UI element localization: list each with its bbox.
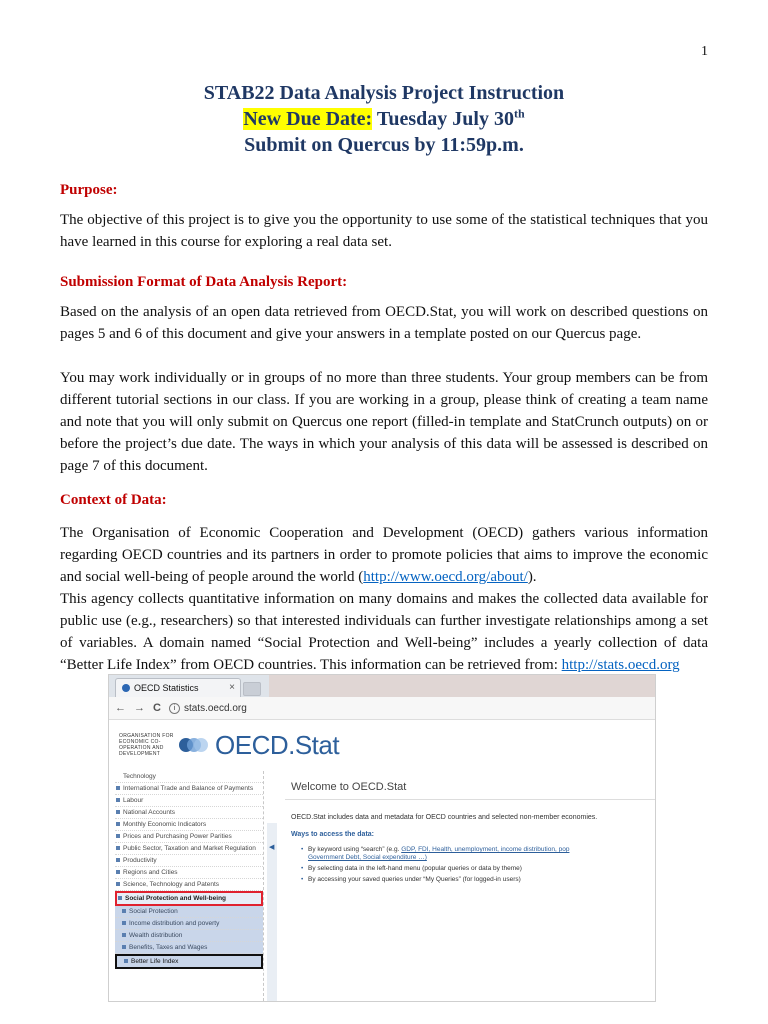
submission-text-1: Based on the analysis of an open data retrieved from OECD.Stat, you will work on described questions on pages 5 and 6 of this document and give your answers in a template posted on our Quercus page. bbox=[60, 304, 708, 342]
browser-tab-title: OECD Statistics bbox=[134, 683, 199, 693]
sidebar-item[interactable]: Prices and Purchasing Power Parities bbox=[115, 831, 263, 843]
list-item: • By selecting data in the left-hand menu (popular queries or data by theme) bbox=[301, 865, 655, 873]
title-line-3: Submit on Quercus by 11:59p.m. bbox=[244, 134, 524, 156]
welcome-heading: Welcome to OECD.Stat bbox=[285, 771, 655, 800]
submission-text-2: You may work individually or in groups of no more than three students. Your group members can be from different tutorial sections in our class. If you are working in a group, please think of creating a team name and note that you will only submit on Quercus one report (filled-in template and StatCrunch outputs) on or before the project’s due date. The ways in which your analysis of this data will be assessed is described on page 7 of this document. bbox=[60, 370, 708, 474]
oecd-stats-link[interactable]: http://stats.oecd.org bbox=[561, 657, 680, 673]
collapse-arrow-icon: ◀ bbox=[269, 844, 275, 851]
close-tab-icon[interactable]: × bbox=[229, 682, 235, 693]
submission-paragraph-1 bbox=[60, 301, 708, 345]
sidebar-item[interactable]: Regions and Cities bbox=[115, 867, 263, 879]
sidebar-item-social-protection[interactable]: Social Protection and Well-being bbox=[115, 891, 263, 906]
url-text: stats.oecd.org bbox=[183, 702, 247, 714]
list-item bbox=[301, 846, 655, 862]
sidebar-subitem[interactable]: Wealth distribution bbox=[115, 930, 263, 942]
url-field[interactable] bbox=[169, 703, 247, 714]
brand-main: OECD. bbox=[215, 729, 295, 760]
sidebar-subitem[interactable]: Social Protection bbox=[115, 906, 263, 918]
context-text-1a: The Organisation of Economic Cooperation and Development (OECD) gathers various information regarding OECD countries and its partners in order to promote policies that aims to improve the economic and social well-being of people around the world ( bbox=[60, 525, 708, 585]
ways-heading: Ways to access the data: bbox=[291, 831, 374, 838]
sidebar-item[interactable]: Monthly Economic Indicators bbox=[115, 819, 263, 831]
page-number: 1 bbox=[701, 44, 708, 59]
sidebar-item[interactable]: Labour bbox=[115, 795, 263, 807]
sidebar-item[interactable]: Public Sector, Taxation and Market Regulation bbox=[115, 843, 263, 855]
oecd-about-link[interactable]: http://www.oecd.org/about/ bbox=[363, 569, 528, 585]
browser-tab[interactable] bbox=[115, 678, 241, 697]
context-heading: Context of Data: bbox=[60, 492, 167, 508]
purpose-paragraph bbox=[60, 209, 708, 253]
due-date-label: New Due Date: bbox=[243, 108, 373, 130]
address-bar bbox=[109, 697, 655, 720]
oecd-stat-logo[interactable] bbox=[215, 730, 339, 761]
info-icon: i bbox=[169, 703, 180, 714]
title-line-1: STAB22 Data Analysis Project Instruction bbox=[203, 82, 565, 104]
title-line-2 bbox=[0, 106, 768, 132]
main-panel bbox=[285, 771, 655, 1001]
forward-arrow-icon[interactable]: → bbox=[134, 702, 145, 714]
purpose-heading: Purpose: bbox=[60, 182, 118, 198]
context-text-1 bbox=[60, 522, 708, 588]
back-arrow-icon[interactable]: ← bbox=[115, 702, 126, 714]
new-tab-button[interactable] bbox=[243, 682, 261, 696]
list-item: • By accessing your saved queries under “My Queries” (for logged-in users) bbox=[301, 876, 655, 884]
sidebar-item[interactable]: Science, Technology and Patents bbox=[115, 879, 263, 891]
theme-sidebar bbox=[115, 771, 264, 1001]
submission-heading: Submission Format of Data Analysis Report: bbox=[60, 274, 348, 290]
tabbar-accent bbox=[269, 675, 655, 697]
keyword-links[interactable]: GDP, FDI, Health, unemployment, income distribution, pop bbox=[401, 846, 570, 853]
oecd-logo-icon bbox=[179, 733, 209, 757]
context-text-1b: ). bbox=[527, 569, 537, 585]
context-paragraph bbox=[60, 522, 708, 676]
sidebar-subitem[interactable]: Benefits, Taxes and Wages bbox=[115, 942, 263, 954]
bullet1-text-a: By keyword using “search” (e.g. bbox=[308, 846, 402, 853]
sidebar-item[interactable]: Technology bbox=[115, 771, 263, 783]
reload-icon[interactable]: C bbox=[153, 702, 161, 714]
sidebar-subitem[interactable]: Income distribution and poverty bbox=[115, 918, 263, 930]
ways-list bbox=[301, 846, 655, 884]
sidebar-item[interactable]: International Trade and Balance of Payments bbox=[115, 783, 263, 795]
sidebar-item[interactable]: Productivity bbox=[115, 855, 263, 867]
oecd-favicon-icon bbox=[122, 684, 130, 692]
context-text-2a: This agency collects quantitative information on many domains and makes the collected data available for public use (e.g., researchers) so that interested individuals can further investigate relationships among a set of variables. A domain named “Social Protection and Well-being” includes a yearly collection of data “Better Life Index” from OECD countries. This information can be retrieved from: bbox=[60, 591, 708, 673]
browser-tabbar bbox=[109, 675, 655, 697]
bullet1-text-b[interactable]: Government Debt, Social expenditure …) bbox=[308, 854, 427, 861]
due-date-sup: th bbox=[513, 106, 525, 121]
sidebar-item-better-life-index[interactable]: Better Life Index bbox=[115, 954, 263, 969]
document-title bbox=[0, 80, 768, 158]
oecd-header bbox=[109, 720, 655, 770]
due-date-value: Tuesday July 30 bbox=[372, 108, 514, 130]
brand-stat: Stat bbox=[294, 729, 340, 760]
oecd-stat-screenshot bbox=[108, 674, 656, 1002]
sidebar-collapse-handle[interactable] bbox=[267, 823, 277, 1001]
site-description: OECD.Stat includes data and metadata for OECD countries and selected non-member economies. bbox=[291, 814, 598, 821]
submission-paragraph-2 bbox=[60, 367, 708, 477]
context-text-2 bbox=[60, 588, 708, 676]
purpose-text: The objective of this project is to give you the opportunity to use some of the statistical techniques that you have learned in this course for exploring a real data set. bbox=[60, 212, 708, 250]
sidebar-item[interactable]: National Accounts bbox=[115, 807, 263, 819]
oecd-org-name: ORGANISATION FOR ECONOMIC CO-OPERATION AND DEVELOPMENT bbox=[119, 733, 174, 757]
